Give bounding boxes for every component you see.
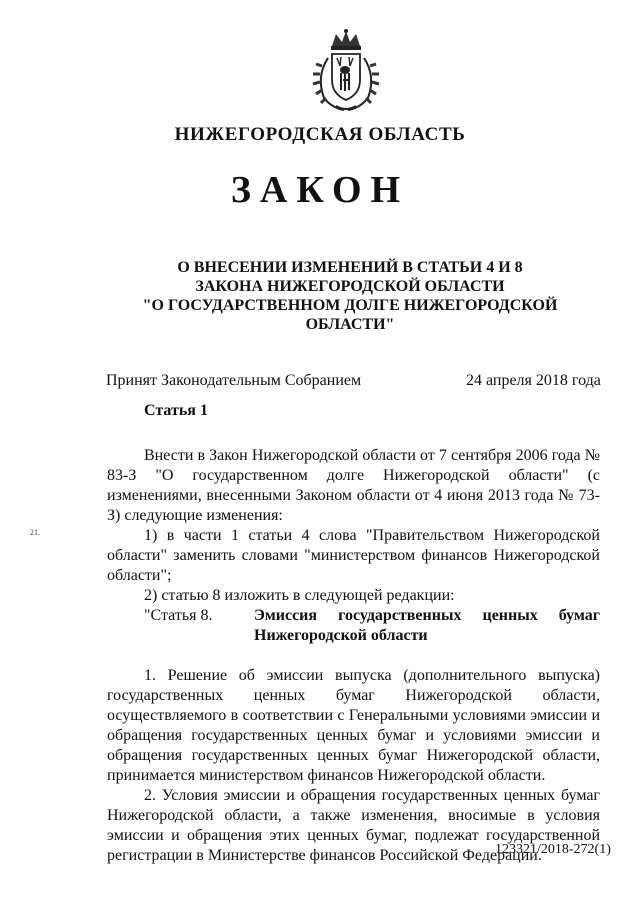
- law-heading: ЗАКОН: [230, 169, 410, 211]
- article8-title-line: Нижегородской области: [254, 627, 428, 644]
- article8-heading: [144, 606, 600, 646]
- article8-number: "Статья 8.: [144, 607, 213, 624]
- law-title-line: ЗАКОНА НИЖЕГОРОДСКОЙ ОБЛАСТИ: [195, 278, 505, 295]
- law-title: [100, 258, 600, 334]
- article8-title-line: Эмиссия государственных ценных бумаг: [254, 607, 600, 624]
- region-name: НИЖЕГОРОДСКАЯ ОБЛАСТЬ: [174, 124, 466, 145]
- amendment-item-2: 2) статью 8 изложить в следующей редакции:: [144, 587, 455, 604]
- law-title-line: О ВНЕСЕНИИ ИЗМЕНЕНИЙ В СТАТЬИ 4 И 8: [177, 259, 523, 276]
- margin-note: 21.: [30, 528, 40, 537]
- adoption-date: 24 апреля 2018 года: [466, 372, 601, 389]
- article-heading: Статья 1: [144, 402, 208, 419]
- coat-of-arms-icon: [310, 28, 382, 114]
- article8-title: [254, 606, 600, 646]
- amendment-item-1: 1) в части 1 статьи 4 слова "Правительством Нижегородской области" заменить словами "министерством финансов Нижегородской области";: [107, 527, 600, 584]
- adopted-by: Принят Законодательным Собранием: [106, 372, 362, 389]
- document-number: 123321/2018-272(1): [495, 842, 611, 857]
- article8-part-1: 1. Решение об эмиссии выпуска (дополнительного выпуска) государственных ценных бумаг Нижегородской области, осуществляемого в соответствии с Генеральными условиями эмиссии и обращения государственных ценных бумаг и условиями эмиссии и обращения государственных ценных бумаг Нижегородской области, принимается министерством финансов Нижегородской области.: [107, 667, 600, 784]
- law-title-line: "О ГОСУДАРСТВЕННОМ ДОЛГЕ НИЖЕГОРОДСКОЙ ОБЛАСТИ": [142, 297, 558, 333]
- article8-part-2: 2. Условия эмиссии и обращения государственных ценных бумаг Нижегородской области, а также изменения, вносимые в условия эмиссии и обращения этих ценных бумаг, подлежат государственной регистрации в Министерстве финансов Российской Федерации.: [107, 787, 600, 864]
- intro-paragraph: Внести в Закон Нижегородской области от 7 сентября 2006 года № 83-З "О государственном долге Нижегородской области" (с изменениями, внесенными Законом области от 4 июня 2013 года № 73-З) следующие изменения:: [107, 447, 600, 524]
- article-body: [107, 446, 600, 866]
